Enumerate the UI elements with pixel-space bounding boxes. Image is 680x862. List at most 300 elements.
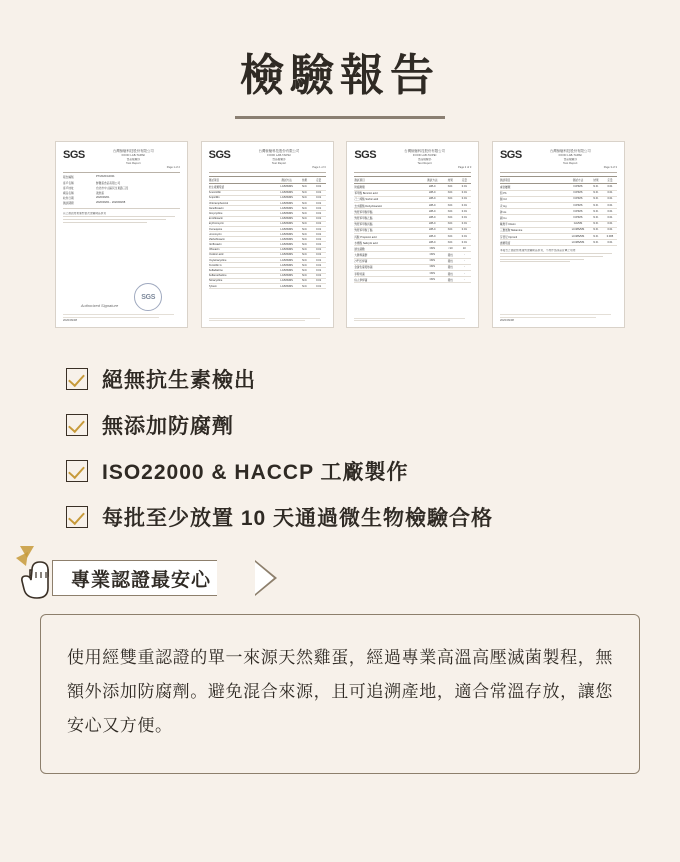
certificate-card[interactable]	[346, 141, 479, 328]
cell-result: N.D.	[447, 234, 453, 238]
certificate-header	[500, 149, 617, 165]
cert-note-block	[500, 249, 617, 262]
cell-name: 李斯特菌	[354, 272, 365, 276]
checkmark-icon	[66, 414, 88, 436]
meta-key: 測試期間	[63, 202, 74, 206]
column-header: 測試項目	[354, 179, 365, 183]
cell-limit: 0.01	[461, 228, 467, 232]
cell-result: N.D.	[593, 191, 599, 195]
cell-result: N.D.	[302, 274, 308, 278]
cell-result: N.D.	[593, 215, 599, 219]
cert-lab-name: FOOD LAB-TAIPEI	[121, 154, 146, 158]
cell-result: N.D.	[447, 228, 453, 232]
cell-method: LC/MS/MS	[280, 253, 293, 257]
cell-name: 三聚氰胺 Melamine	[499, 229, 523, 233]
cell-result: N.D.	[447, 222, 453, 226]
cell-name: Marbofloxacin	[208, 237, 225, 241]
cell-method: LC/MS/MS	[280, 217, 293, 221]
cell-result: N.D.	[302, 263, 308, 267]
cell-result: N.D.	[302, 243, 308, 247]
cert-page-number: Page 2 of 3	[458, 166, 472, 170]
cell-name: Sulfamethazine	[208, 274, 227, 278]
cell-method: HPLC	[428, 240, 436, 244]
column-header: 定量	[461, 179, 467, 183]
cell-method: ICP/MS	[573, 209, 583, 213]
cell-limit: 0.01	[461, 203, 467, 207]
results-table	[209, 176, 326, 289]
cell-result: N.D.	[302, 206, 308, 210]
cell-name: 對羥苯甲酸丙酯	[354, 223, 373, 227]
cell-name: 己二烯酸 Sorbic acid	[354, 198, 379, 202]
cell-limit: 0.01	[607, 203, 613, 207]
cell-result: <10	[448, 246, 453, 250]
divider	[63, 172, 180, 173]
certificate-card[interactable]	[55, 141, 188, 328]
cell-result: 陰性	[447, 272, 453, 276]
cell-name: 去水醋酸 Dehydroacetic	[354, 204, 382, 208]
cell-limit: 0.01	[316, 185, 322, 188]
certificate-header	[63, 149, 180, 165]
cell-limit: 0.01	[316, 237, 322, 241]
certificate-header-text	[378, 149, 471, 165]
cert-footer	[354, 318, 471, 322]
cell-name: 金黃色葡萄球菌	[354, 266, 373, 270]
cell-method: GC/MS	[573, 222, 583, 226]
footer-line	[354, 318, 465, 319]
column-header: 結果	[593, 179, 599, 183]
ribbon-tail-inner	[255, 562, 274, 594]
cell-limit: 0.01	[316, 217, 322, 221]
meta-value: 2020/09/01 - 2020/09/08	[96, 201, 126, 205]
cell-method: HPLC	[428, 215, 436, 219]
cell-name: Oxytetracycline	[208, 258, 227, 262]
cell-limit: 0.01	[607, 228, 613, 232]
cell-result: 陰性	[447, 278, 453, 282]
meta-key: 客戶地址	[63, 186, 74, 190]
divider	[209, 172, 326, 173]
cell-limit: -	[463, 271, 465, 275]
text-placeholder-line	[63, 216, 175, 217]
results-table	[500, 176, 617, 246]
cell-name: Norfloxacin	[208, 243, 222, 247]
checklist-item	[66, 364, 680, 394]
cell-method: LC/MS/MS	[280, 191, 293, 195]
cell-limit: 0.01	[316, 206, 322, 210]
cell-name: Danofloxacin	[208, 206, 224, 210]
table-row	[354, 277, 471, 283]
cell-limit: 0.01	[316, 248, 322, 252]
cell-result: N.D.	[302, 258, 308, 262]
certificate-header	[354, 149, 471, 165]
cell-method: HPLC	[428, 203, 436, 207]
cell-result: N.D.	[302, 253, 308, 257]
cert-meta-list	[63, 175, 180, 205]
footer-line	[209, 320, 305, 321]
meta-value: 台北市中山區民生東路三段	[96, 186, 129, 190]
cell-name: Amoxicillin	[208, 191, 221, 195]
checkmark-icon	[66, 368, 88, 390]
sgs-logo-icon: SGS	[63, 149, 85, 162]
cell-result: N.D.	[302, 237, 308, 241]
cell-result: N.D.	[302, 191, 308, 195]
cert-lab-name: FOOD LAB-TAIPEI	[267, 154, 291, 158]
cell-limit: -	[463, 259, 465, 263]
cell-method: HPLC	[428, 209, 436, 213]
cell-limit: 0.01	[461, 234, 467, 238]
cell-result: N.D.	[447, 191, 453, 195]
column-header: 定量	[607, 179, 613, 183]
cell-name: Oxolinic acid	[208, 253, 224, 257]
column-header: 結果	[447, 179, 453, 183]
cert-footer	[63, 314, 180, 322]
results-table	[354, 176, 471, 283]
cell-limit: 0.01	[607, 185, 613, 188]
cell-method: LC/MS/MS	[280, 211, 293, 215]
cert-dept-name: 食品檢驗部	[563, 157, 578, 161]
cell-method: HPLC	[428, 228, 436, 232]
cell-method: LC/MS/MS	[280, 258, 293, 262]
table-header-row	[500, 176, 617, 184]
description-text: 使用經雙重認證的單一來源天然雞蛋，經過專業高溫高壓滅菌製程，無額外添加防腐劑。避免混合來源，且可追溯產地，適合常溫存放，讓您安心又方便。	[67, 648, 613, 736]
cell-method: ICP/MS	[573, 185, 583, 188]
cert-stamp-area	[56, 283, 187, 311]
description-card	[40, 614, 640, 774]
sgs-logo-icon: SGS	[354, 149, 377, 162]
cell-limit: 0.01	[461, 215, 467, 219]
cell-limit: 0.01	[316, 253, 322, 257]
cell-name: 戴奧辛 Dioxin	[499, 223, 516, 227]
cell-method: LC/MS/MS	[571, 228, 585, 232]
cell-limit: 0.01	[316, 263, 322, 267]
cell-method: LC/MS/MS	[571, 240, 585, 244]
cell-name: 丙酸 Propionic acid	[354, 235, 377, 239]
cell-name: 重金屬類	[499, 186, 511, 189]
cell-result: N.D.	[593, 185, 599, 188]
cell-limit: 0.01	[607, 209, 613, 213]
certificate-header-text	[524, 149, 617, 165]
cert-footer-date: 2020/09/08	[499, 318, 514, 322]
cell-name: Tylosin	[208, 284, 217, 288]
cert-dept-name: 食品檢驗部	[126, 157, 141, 161]
cell-result: N.D.	[447, 185, 453, 188]
cell-result: N.D.	[302, 201, 308, 205]
cell-limit: 0.01	[316, 258, 322, 262]
cell-limit: 0.01	[461, 197, 467, 201]
cell-method: CNS	[429, 265, 436, 269]
cert-note-block	[63, 212, 180, 222]
cell-method: ICP/MS	[573, 191, 583, 195]
checklist-item-label: ISO22000 & HACCP 工廠製作	[102, 461, 409, 485]
cert-notes: 以上測試結果僅對當次送驗樣品負責	[63, 212, 107, 216]
cell-result: N.D.	[447, 209, 453, 213]
checklist-item-label: 無添加防腐劑	[102, 415, 234, 439]
cell-limit: 0.01	[316, 201, 322, 205]
cell-result: N.D.	[302, 211, 308, 215]
cert-notes: 本報告之測試結果僅對送驗樣品負責，不得作為商品宣傳之用途	[499, 249, 576, 253]
cell-result: 陰性	[447, 266, 453, 270]
cert-meta-row	[63, 201, 180, 205]
cell-method: LC/MS/MS	[280, 248, 293, 252]
footer-line	[63, 317, 159, 318]
cert-doc-type: Test Report	[563, 161, 578, 165]
text-placeholder-line	[500, 261, 570, 262]
cert-org-name: 台灣檢驗科技股份有限公司	[549, 149, 591, 154]
checklist-item	[66, 502, 680, 532]
meta-key: 樣品名稱	[63, 191, 74, 195]
cell-result: N.D.	[302, 232, 308, 236]
cell-limit: 0.01	[316, 279, 322, 283]
cell-name: 水楊酸 Salicylic acid	[354, 241, 378, 245]
cell-name: 鉛 Pb	[499, 192, 507, 196]
ribbon-label: 專業認證最安心	[71, 569, 212, 591]
cell-method: LC/MS/MS	[280, 232, 293, 236]
cell-name: Lincomycin	[208, 232, 222, 236]
meta-key: 報告編號	[63, 176, 74, 180]
footer-line	[209, 318, 320, 319]
cell-name: 對羥苯甲酸丁酯	[354, 229, 373, 233]
cell-name: 對羥苯甲酸乙酯	[354, 216, 373, 220]
meta-key: 客戶名稱	[63, 181, 74, 185]
divider	[500, 172, 617, 173]
cell-method: ICP/MS	[573, 203, 583, 207]
cell-name: Erythromycin	[208, 222, 224, 226]
cert-footer-date: 2020/09/08	[63, 318, 77, 322]
cell-result: N.D.	[302, 248, 308, 252]
checklist-item	[66, 410, 680, 440]
cert-org-name: 台灣檢驗科技股份有限公司	[258, 149, 300, 154]
cell-limit: -	[463, 253, 465, 257]
page-title: 檢驗報告	[240, 51, 440, 100]
cell-name: 砷 As	[499, 210, 507, 214]
cert-lab-name: FOOD LAB-TAIPEI	[412, 154, 437, 158]
sgs-logo-icon: SGS	[208, 149, 231, 162]
cell-name: 抗生素類殘留	[208, 186, 225, 189]
cell-method: LC/MS/MS	[280, 206, 293, 210]
cell-name: 鎘 Cd	[499, 198, 507, 202]
cell-limit: 0.01	[316, 191, 322, 195]
cell-limit: -	[463, 265, 465, 269]
cell-result: N.D.	[593, 234, 599, 238]
meta-value: 鮮雞蛋食品有限公司	[96, 181, 121, 185]
cell-method: LC/MS/MS	[280, 222, 293, 226]
cell-method: CNS	[429, 246, 436, 250]
cert-doc-type: Test Report	[417, 161, 432, 165]
cell-method: HPLC	[428, 185, 436, 188]
cell-limit: 0.01	[607, 215, 613, 219]
ribbon-section	[0, 552, 680, 608]
cert-footer	[209, 318, 326, 322]
text-placeholder-line	[500, 256, 603, 257]
cell-result: N.D.	[302, 222, 308, 226]
cert-meta-row	[63, 186, 180, 190]
column-header: 測試方法	[427, 179, 438, 183]
footer-line	[63, 314, 174, 315]
cell-limit: 0.01	[461, 191, 467, 195]
cell-result: N.D.	[593, 203, 599, 207]
sgs-logo-icon: SGS	[499, 149, 522, 162]
cell-method: LC/MS/MS	[280, 274, 293, 278]
cell-result: N.D.	[593, 228, 599, 232]
cell-name: 總生菌數	[354, 247, 365, 251]
cell-result: 陰性	[447, 260, 453, 264]
cell-name: Enrofloxacin	[208, 217, 223, 221]
cert-doc-type: Test Report	[126, 161, 141, 165]
cell-name: Tetracycline	[208, 279, 223, 283]
cell-limit: 0.01	[316, 274, 322, 278]
checklist-item-label: 每批至少放置 10 天通過微生物檢驗合格	[102, 507, 494, 531]
cell-name: Penicillin G	[208, 263, 222, 267]
certificate-header-text	[232, 149, 325, 165]
cell-name: Doxycycline	[208, 211, 223, 215]
cell-result: N.D.	[302, 227, 308, 231]
cert-dept-name: 食品檢驗部	[272, 157, 286, 161]
cell-name: 農藥殘留	[499, 241, 511, 245]
feature-checklist	[0, 328, 680, 532]
cell-result: N.D.	[302, 269, 308, 272]
cert-meta-row	[63, 196, 180, 200]
cell-method: LC/MS/MS	[280, 237, 293, 241]
certificate-card[interactable]	[201, 141, 334, 328]
certificate-card[interactable]	[492, 141, 625, 328]
cell-name: 芬普尼 Fipronil	[499, 235, 517, 239]
cell-result: N.D.	[302, 217, 308, 221]
cell-limit: 0.01	[607, 197, 613, 201]
cell-name: Ofloxacin	[208, 248, 220, 252]
ribbon-banner	[52, 560, 217, 596]
cell-name: Chloramphenicol	[208, 201, 229, 205]
cell-limit: 10	[462, 246, 466, 250]
footer-line	[500, 317, 596, 318]
cell-result: N.D.	[447, 197, 453, 201]
cell-method: LC/MS/MS	[280, 196, 293, 200]
cell-name: 對羥苯甲酸甲酯	[354, 210, 373, 214]
cell-name: 苯甲酸 Benzoic acid	[354, 192, 378, 196]
table-row	[500, 240, 617, 246]
column-header: 測試項目	[499, 179, 511, 183]
meta-value: PT/2020/A0001	[96, 175, 115, 179]
cell-limit: 0.01	[461, 240, 467, 244]
cell-method: ICP/MS	[573, 215, 583, 219]
sgs-seal-icon: SGS	[134, 283, 162, 311]
certificate-header-text	[87, 149, 180, 165]
table-header-row	[354, 176, 471, 184]
column-header: 定量	[316, 179, 322, 183]
cell-method: HPLC	[428, 234, 436, 238]
column-header: 測試項目	[208, 179, 220, 183]
cell-method: LC/MS/MS	[280, 284, 293, 288]
cell-limit: 0.01	[316, 269, 322, 272]
cell-method: CNS	[429, 271, 436, 275]
cell-name: Sulfadiazine	[208, 269, 223, 272]
cell-method: CNS	[429, 277, 436, 281]
checklist-item-label: 絕無抗生素檢出	[102, 369, 256, 393]
cert-lab-name: FOOD LAB-TAIPEI	[558, 154, 583, 158]
cell-limit: 0.01	[461, 222, 467, 226]
cell-limit: 0.01	[316, 284, 322, 288]
meta-value: 液態蛋	[96, 191, 105, 195]
cell-name: 防腐劑類	[354, 186, 365, 189]
divider	[354, 172, 471, 173]
text-placeholder-line	[500, 259, 584, 260]
cell-name: 大腸桿菌群	[354, 254, 368, 258]
cell-method: LC/MS/MS	[280, 269, 293, 272]
column-header: 結果	[302, 179, 308, 183]
cell-method: HPLC	[428, 191, 436, 195]
meta-key: 收件日期	[63, 197, 74, 201]
cert-doc-type: Test Report	[271, 161, 287, 165]
cell-method: CNS	[429, 253, 436, 257]
cell-name: 銅 Cu	[499, 216, 507, 220]
cert-signature: Authorized Signature	[80, 303, 119, 309]
certificate-gallery	[0, 119, 680, 328]
footer-line	[500, 314, 611, 315]
checkmark-icon	[66, 460, 88, 482]
cell-limit: 0.01	[316, 196, 322, 200]
cell-method: HPLC	[428, 197, 436, 201]
cell-result: 陰性	[447, 254, 453, 258]
cell-limit: 0.01	[461, 185, 467, 188]
cert-page-number: Page 1 of 2	[166, 166, 180, 170]
cell-limit: 0.01	[316, 232, 322, 236]
text-placeholder-line	[500, 253, 612, 254]
cell-name: 汞 Hg	[499, 204, 507, 208]
checklist-item	[66, 456, 680, 486]
cell-name: Ampicillin	[208, 196, 220, 200]
cell-result: N.D.	[302, 279, 308, 283]
footer-line	[354, 320, 450, 321]
cell-method: HPLC	[428, 222, 436, 226]
cert-org-name: 台灣檢驗科技股份有限公司	[404, 149, 446, 154]
cell-result: N.D.	[593, 222, 599, 226]
cell-result: N.D.	[302, 284, 308, 288]
column-header: 測試方法	[572, 179, 584, 183]
page-title-section	[0, 0, 680, 119]
cell-name: 沙門氏桿菌	[354, 260, 368, 264]
cell-result: N.D.	[447, 203, 453, 207]
cell-result: N.D.	[302, 196, 308, 200]
cell-name: Flumequine	[208, 227, 223, 231]
cert-dept-name: 食品檢驗部	[417, 157, 432, 161]
cell-name: 仙人掌桿菌	[354, 278, 368, 282]
meta-value: 2020/09/01	[96, 196, 110, 200]
checkmark-icon	[66, 506, 88, 528]
cell-method: LC/MS/MS	[280, 243, 293, 247]
cert-footer	[500, 314, 617, 322]
table-header-row	[209, 176, 326, 184]
cell-limit: 0.01	[316, 211, 322, 215]
cell-method: LC/MS/MS	[280, 279, 293, 283]
cell-limit: 0.01	[316, 227, 322, 231]
cell-limit: 0.005	[606, 234, 614, 238]
cert-page-number: Page 1 of 3	[312, 166, 326, 170]
cell-limit: 0.01	[316, 222, 322, 226]
cell-result: N.D.	[447, 240, 453, 244]
text-placeholder-line	[63, 222, 147, 223]
cell-result: N.D.	[593, 209, 599, 213]
certificate-header	[209, 149, 326, 165]
cell-result: N.D.	[447, 215, 453, 219]
cert-page-number: Page 3 of 3	[603, 166, 617, 170]
cell-limit: -	[463, 277, 465, 281]
column-header: 測試方法	[281, 179, 292, 183]
cell-limit: 0.01	[607, 240, 613, 244]
cell-method: LC/MS/MS	[280, 263, 293, 267]
cell-method: LC/MS/MS	[571, 234, 585, 238]
cell-method: CNS	[429, 259, 436, 263]
cell-result: N.D.	[302, 185, 308, 188]
cert-org-name: 台灣檢驗科技股份有限公司	[112, 149, 154, 154]
cell-method: LC/MS/MS	[280, 201, 293, 205]
